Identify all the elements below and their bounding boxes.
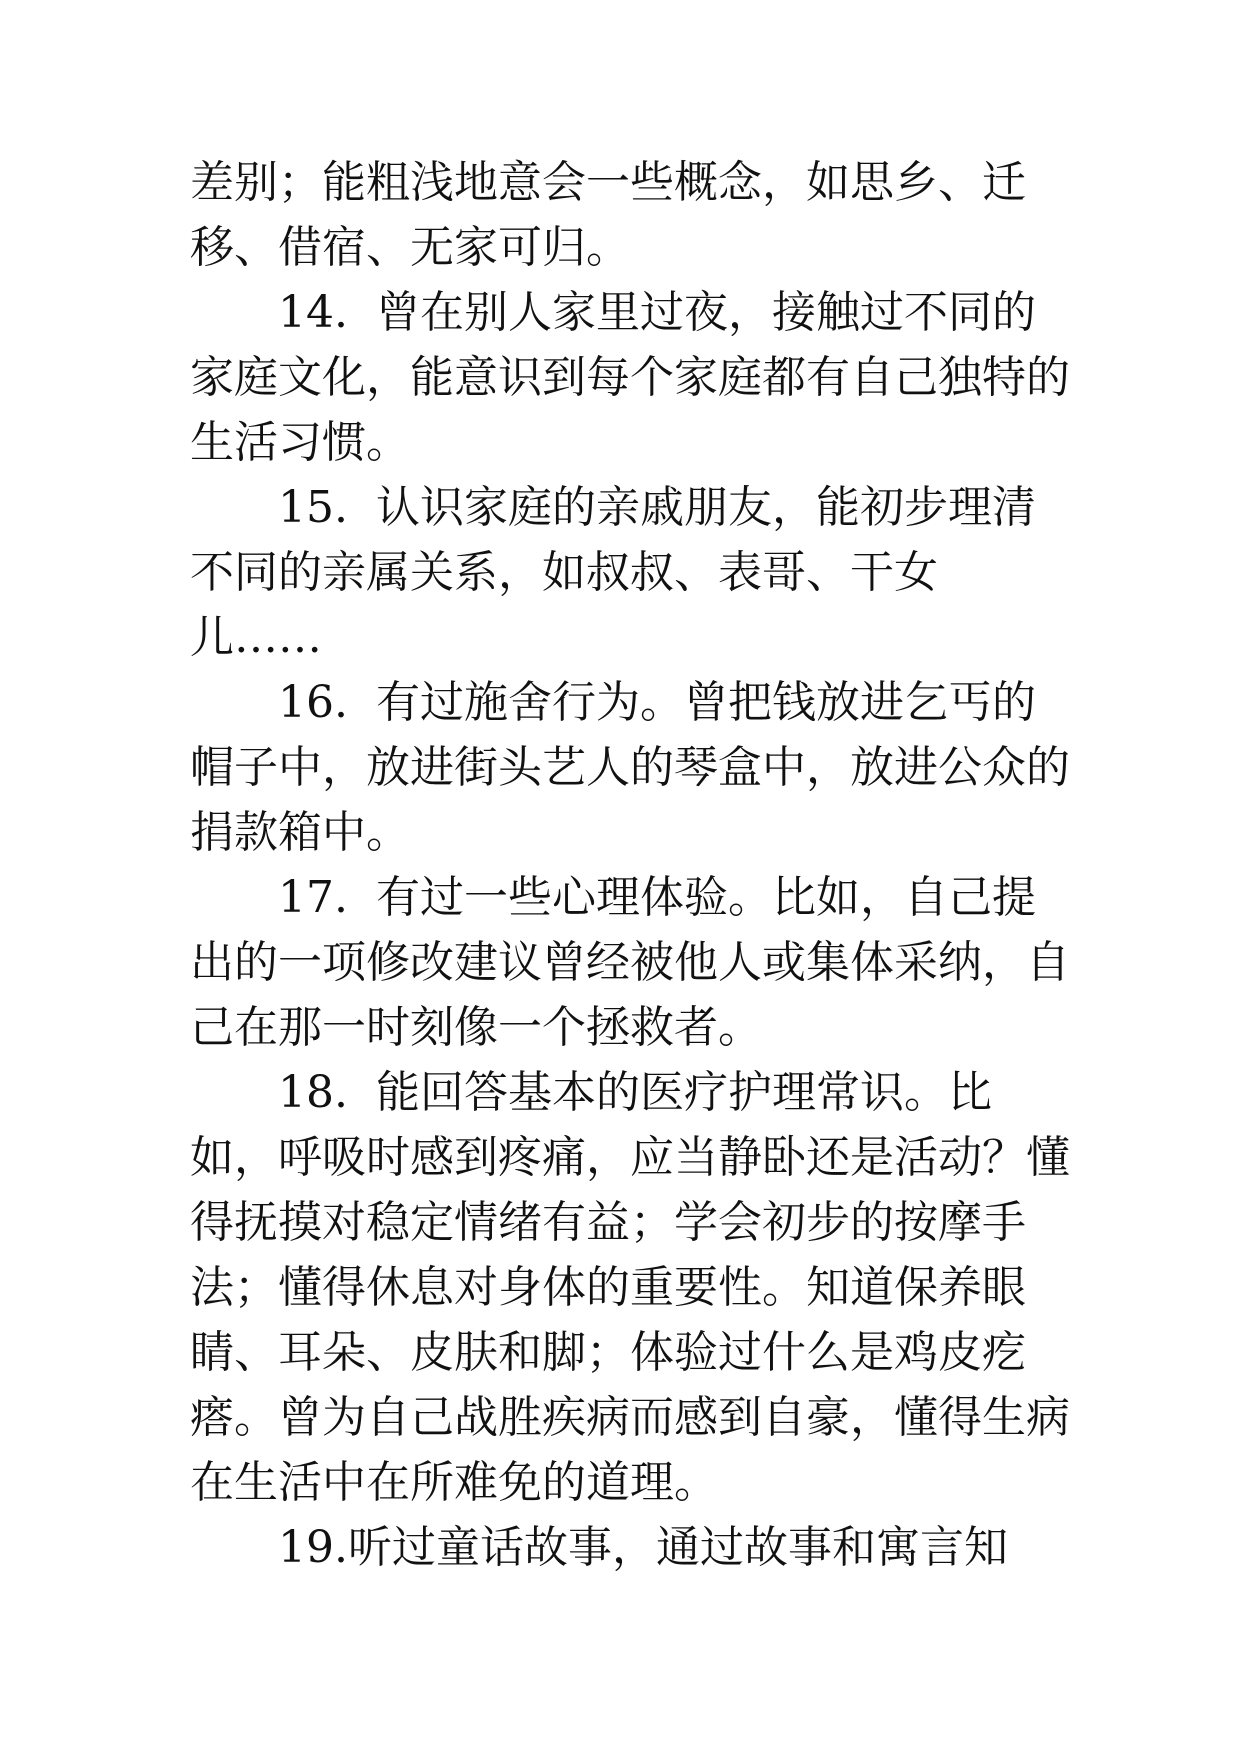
paragraph-17: 17. 有过一些心理体验。比如，自己提出的一项修改建议曾经被他人或集体采纳，自己在那一时刻像一个拯救者。 <box>190 872 1070 1053</box>
paragraph-15: 15. 认识家庭的亲戚朋友，能初步理清不同的亲属关系，如叔叔、表哥、干女 儿…… <box>190 482 1036 663</box>
paragraph-13-continuation: 差别；能粗浅地意会一些概念，如思乡、迁移、借宿、无家可归。 <box>190 157 1026 273</box>
paragraph-16: 16. 有过施舍行为。曾把钱放进乞丐的帽子中，放进街头艺人的琴盒中，放进公众的捐款箱中。 <box>190 677 1070 858</box>
paragraph-14: 14. 曾在别人家里过夜，接触过不同的家庭文化，能意识到每个家庭都有自己独特的生活习惯。 <box>190 287 1070 468</box>
paragraph-19: 19.听过童话故事，通过故事和寓言知 <box>278 1522 1008 1573</box>
paragraph-18: 18. 能回答基本的医疗护理常识。比如，呼吸时感到疼痛，应当静卧还是活动？懂得抚摸对稳定情绪有益；学会初步的按摩手法；懂得休息对身体的重要性。知道保养眼睛、耳朵、皮肤和脚；体验过什么是鸡皮疙瘩。曾为自己战胜疾病而感到自豪，懂得生病在生活中在所难免的道理。 <box>190 1067 1070 1508</box>
document-body <box>190 150 1070 1580</box>
